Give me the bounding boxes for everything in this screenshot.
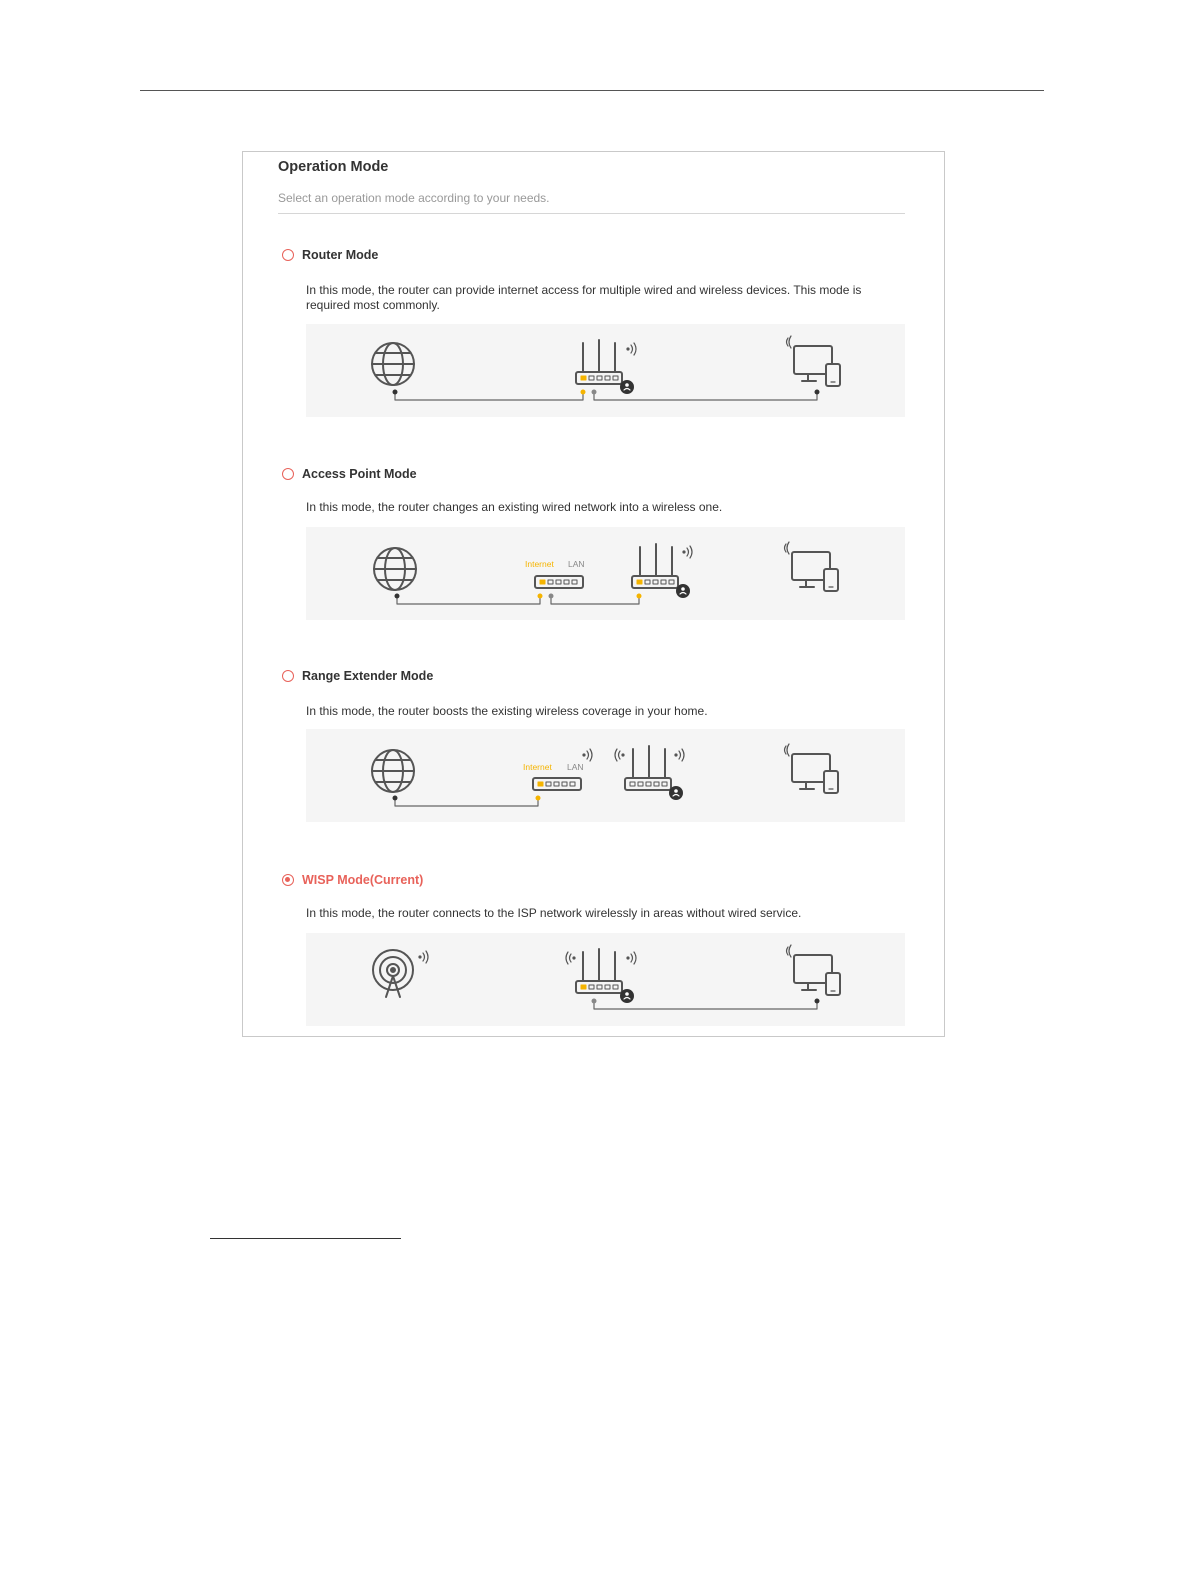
footnote-rule: [210, 1238, 401, 1239]
range-extender-mode-option[interactable]: [282, 669, 433, 683]
range-extender-mode-description: In this mode, the router boosts the existing wireless coverage in your home.: [306, 704, 708, 718]
access-point-mode-radio[interactable]: [282, 468, 294, 480]
router-mode-option[interactable]: [282, 248, 378, 262]
range-extender-mode-label: Range Extender Mode: [302, 669, 434, 683]
modem-icon: [535, 576, 583, 588]
wisp-mode-description: In this mode, the router connects to the ISP network wirelessly in areas without wired service.: [306, 906, 802, 920]
isp-tower-icon: [373, 950, 428, 997]
wifi-icon: [683, 546, 692, 558]
internet-port-label: Internet: [523, 762, 552, 772]
router-mode-description: In this mode, the router can provide internet access for multiple wired and wireless devices. This mode is required most commonly.: [306, 283, 862, 312]
wisp-mode-radio[interactable]: [282, 874, 294, 886]
page-header-rule: [140, 90, 1044, 91]
router-mode-diagram: [306, 324, 905, 417]
globe-icon: [372, 750, 414, 792]
router-icon: [632, 544, 692, 597]
wisp-mode-option[interactable]: [282, 873, 423, 887]
globe-icon: [374, 548, 416, 590]
access-point-mode-option[interactable]: [282, 467, 417, 481]
router-icon: [566, 949, 636, 1002]
internet-port-label: Internet: [525, 559, 554, 569]
router-icon: [576, 340, 636, 393]
access-point-mode-description: In this mode, the router changes an existing wired network into a wireless one.: [306, 500, 723, 514]
access-point-mode-diagram: [306, 527, 905, 620]
client-devices-icon: [785, 744, 839, 793]
wisp-mode-diagram: [306, 933, 905, 1026]
connection-lines: [395, 798, 538, 806]
access-point-mode-label: Access Point Mode: [302, 467, 417, 481]
globe-icon: [372, 343, 414, 385]
title-divider: [278, 213, 905, 214]
wifi-icon: [419, 951, 428, 963]
wifi-icon: [583, 749, 592, 761]
client-devices-icon: [787, 336, 841, 386]
wisp-mode-label: WISP Mode(Current): [302, 873, 424, 887]
connection-lines: [397, 596, 639, 604]
lan-port-label: LAN: [568, 559, 585, 569]
extender-router-icon: [615, 746, 684, 799]
page-subtitle: Select an operation mode according to your needs.: [278, 191, 550, 205]
router-mode-label: Router Mode: [302, 248, 379, 262]
operation-mode-panel: [242, 151, 945, 1037]
connection-lines: [395, 392, 817, 400]
range-extender-mode-radio[interactable]: [282, 670, 294, 682]
router-mode-radio[interactable]: [282, 249, 294, 261]
wifi-icon: [627, 343, 636, 355]
lan-port-label: LAN: [567, 762, 584, 772]
client-devices-icon: [787, 945, 841, 995]
client-devices-icon: [785, 542, 839, 591]
range-extender-mode-diagram: [306, 729, 905, 822]
page-title: Operation Mode: [278, 159, 389, 175]
